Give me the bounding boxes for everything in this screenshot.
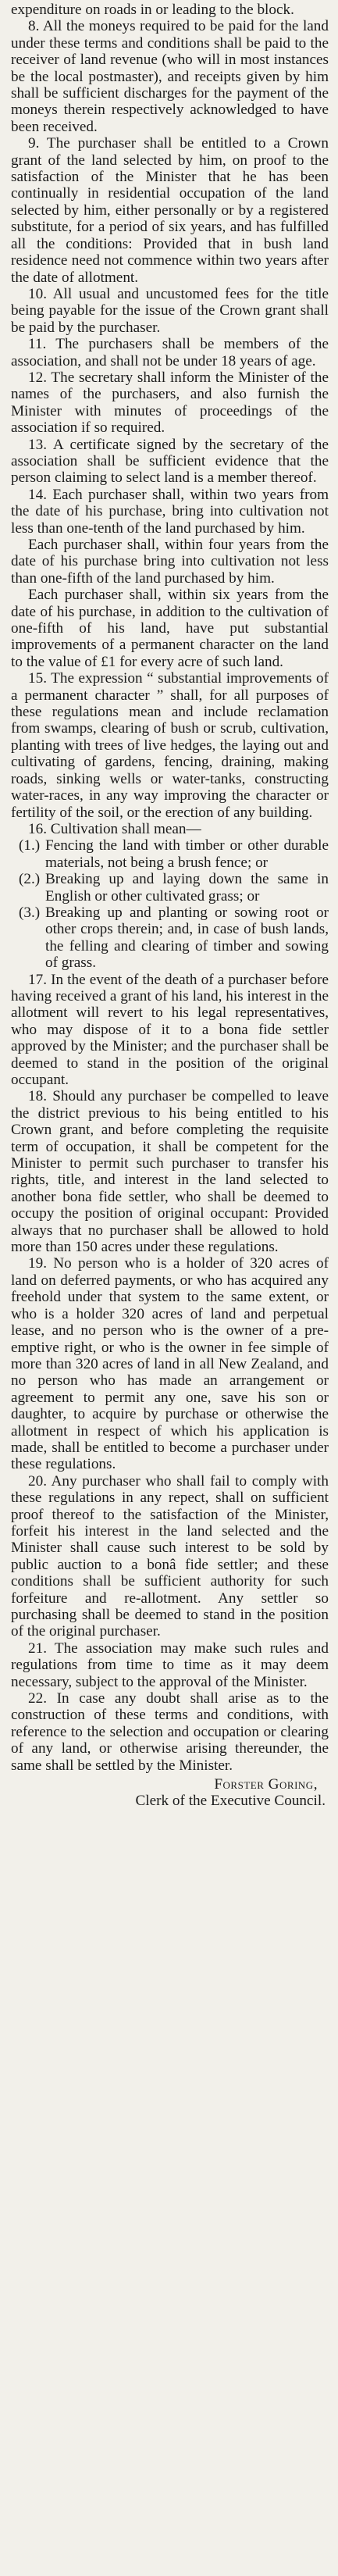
cultivation-item bbox=[11, 837, 329, 871]
clause-11: 11. The purchasers shall be members of the association, and shall not be under 18 years of age. bbox=[11, 336, 329, 369]
clause-20: 20. Any purchaser who shall fail to comply with these regulations in any repect, shall on sufficient proof thereof to the satisfaction of the Minister, forfeit his interest in the land selected and the Minister shall cause such interest to be sold by public auction to a bonâ fide settler; and these conditions shall be sufficient authority for such forfeiture and re-allotment. Any settler so purchasing shall be deemed to stand in the position of the original purchaser. bbox=[11, 1472, 329, 1640]
clause-14: 14. Each purchaser shall, within two years from the date of his purchase, bring into cultivation not less than one-tenth of the land purchased by him. bbox=[11, 486, 329, 537]
clause-12: 12. The secretary shall inform the Minister of the names of the purchasers, and also furnish the Minister with minutes of proceedings of the association if so required. bbox=[11, 369, 329, 437]
clause-17: 17. In the event of the death of a purchaser before having received a grant of his land, his interest in the allotment will revert to his legal representatives, who may dispose of it to a bona fide settler approved by the Minister; and the purchaser shall be deemed to stand in the position of the original occupant. bbox=[11, 971, 329, 1088]
clause-9: 9. The purchaser shall be entitled to a Crown grant of the land selected by him, on proof to the satisfaction of the Minister that he has been continually in residential occupation of the land selected by him, either personally or by a registered substitute, for a period of six years, and has fulfilled all the conditions: Provided that in bush land residence need not commence within two years after the date of allotment. bbox=[11, 135, 329, 286]
clause-8: 8. All the moneys required to be paid for the land under these terms and conditions shall be paid to the receiver of land revenue (who will in most instances be the local postmaster), and receipts given by him shall be sufficient discharges for the payment of the moneys therein respectively acknowledged to have been received. bbox=[11, 18, 329, 135]
cultivation-item-text: Breaking up and planting or sowing root or other crops therein; and, in case of bush lands, the felling and clearing of timber and sowing of grass. bbox=[45, 904, 329, 972]
clause-10: 10. All usual and uncustomed fees for the title being payable for the issue of the Crown grant shall be paid by the purchaser. bbox=[11, 285, 329, 336]
clause-21: 21. The association may make such rules and regulations from time to time as it may deem necessary, subject to the approval of the Minister. bbox=[11, 1639, 329, 1690]
clause-19: 19. No person who is a holder of 320 acres of land on deferred payments, or who has acquired any freehold under that system to the same extent, or who is a holder 320 acres of land and perpetual lease, and no person who is the owner of a pre-emptive right, or who is the owner in fee simple of more than 320 acres of land in all New Zealand, and no person who has made an arrangement or agreement to permit any one, save his son or daughter, to acquire by purchase or otherwise the allotment in respect of which his application is made, shall be entitled to become a purchaser under these regulations. bbox=[11, 1255, 329, 1473]
cultivation-item-text: Breaking up and laying down the same in English or other cultivated grass; or bbox=[45, 871, 329, 904]
cultivation-item-text: Fencing the land with timber or other durable materials, not being a brush fence; or bbox=[45, 837, 329, 871]
signature-name: Forster Goring, bbox=[214, 1776, 318, 1793]
clause-13: 13. A certificate signed by the secretary of the association shall be sufficient evidence that the person claiming to select land is a member thereof. bbox=[11, 436, 329, 487]
clause-22: 22. In case any doubt shall arise as to the construction of these terms and conditions, with reference to the selection and occupation or clearing of any land, or otherwise arising thereunder, the same shall be settled by the Minister. bbox=[11, 1690, 329, 1774]
cultivation-item-number: (2.) bbox=[19, 871, 41, 888]
cultivation-item bbox=[11, 904, 329, 972]
clause-18: 18. Should any purchaser be compelled to leave the district previous to his being entitled to his Crown grant, and before completing the requisite term of occupation, it shall be competent for the Minister to permit such purchaser to transfer his rights, title, and interest in the land selected to another bona fide settler, who shall be deemed to occupy the position of original occupant: Provided always that no purchaser shall be allowed to hold more than 150 acres under these regulations. bbox=[11, 1088, 329, 1256]
cultivation-item bbox=[11, 871, 329, 904]
opening-fragment: expenditure on roads in or leading to the block. bbox=[11, 2, 294, 18]
clause-15: 15. The expression “ substantial improvements of a permanent character ” shall, for all purposes of these regulations mean and include reclamation from swamps, clearing of bush or scrub, cultivation, planting with trees of live hedges, the laying out and cultivating of gardens, fencing, draining, making roads, sinking wells or water-tanks, constructing water-races, in any way improving the character or fertility of the soil, or the erection of any building. bbox=[11, 670, 329, 821]
signature-title: Clerk of the Executive Council. bbox=[135, 1793, 326, 1810]
cultivation-item-number: (3.) bbox=[19, 904, 41, 921]
clause-14-six-years: Each purchaser shall, within six years from the date of his purchase, in addition to the cultivation of one-fifth of his land, have put substantial improvements of a permanent character on the land to the value of £1 for every acre of such land. bbox=[11, 587, 329, 670]
clause-16: 16. Cultivation shall mean— bbox=[28, 820, 201, 837]
clause-14-four-years: Each purchaser shall, within four years from the date of his purchase bring into cultivation not less than one-fifth of the land purchased by him. bbox=[11, 537, 329, 587]
cultivation-item-number: (1.) bbox=[19, 837, 41, 855]
